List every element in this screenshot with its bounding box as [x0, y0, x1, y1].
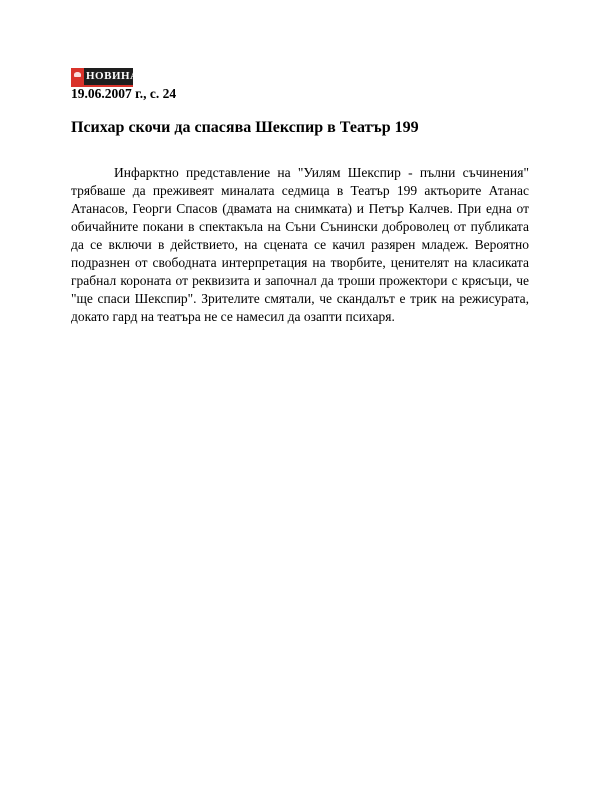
logo-text: НОВИНАР: [86, 70, 146, 82]
article-title: Психар скочи да спасява Шекспир в Театър 199: [71, 119, 419, 136]
article-body: Инфарктно представление на "Уилям Шекспир - пълни съчинения" трябваше да преживеят миналата седмица в Театър 199 актьорите Атанас Атанасов, Георги Спасов (двамата на снимката) и Петър Калчев. При една от обичайните покани в спектакъла на Съни Сънински доброволец от публиката да се включи в действието, на сцената се качил разярен младеж. Вероятно подразнен от свободната интерпретация на творбите, ценителят на класиката грабнал короната от реквизита и започнал да троши прожектори с крясъци, че "ще спаси Шекспир". Зрителите смятали, че скандалът е трик на режисурата, докато гард на театъра не се намесил да озапти психаря.: [71, 165, 529, 324]
logo-emblem-icon: [71, 68, 84, 85]
dateline: 19.06.2007 г., с. 24: [71, 86, 177, 101]
newspaper-logo: [71, 68, 146, 85]
